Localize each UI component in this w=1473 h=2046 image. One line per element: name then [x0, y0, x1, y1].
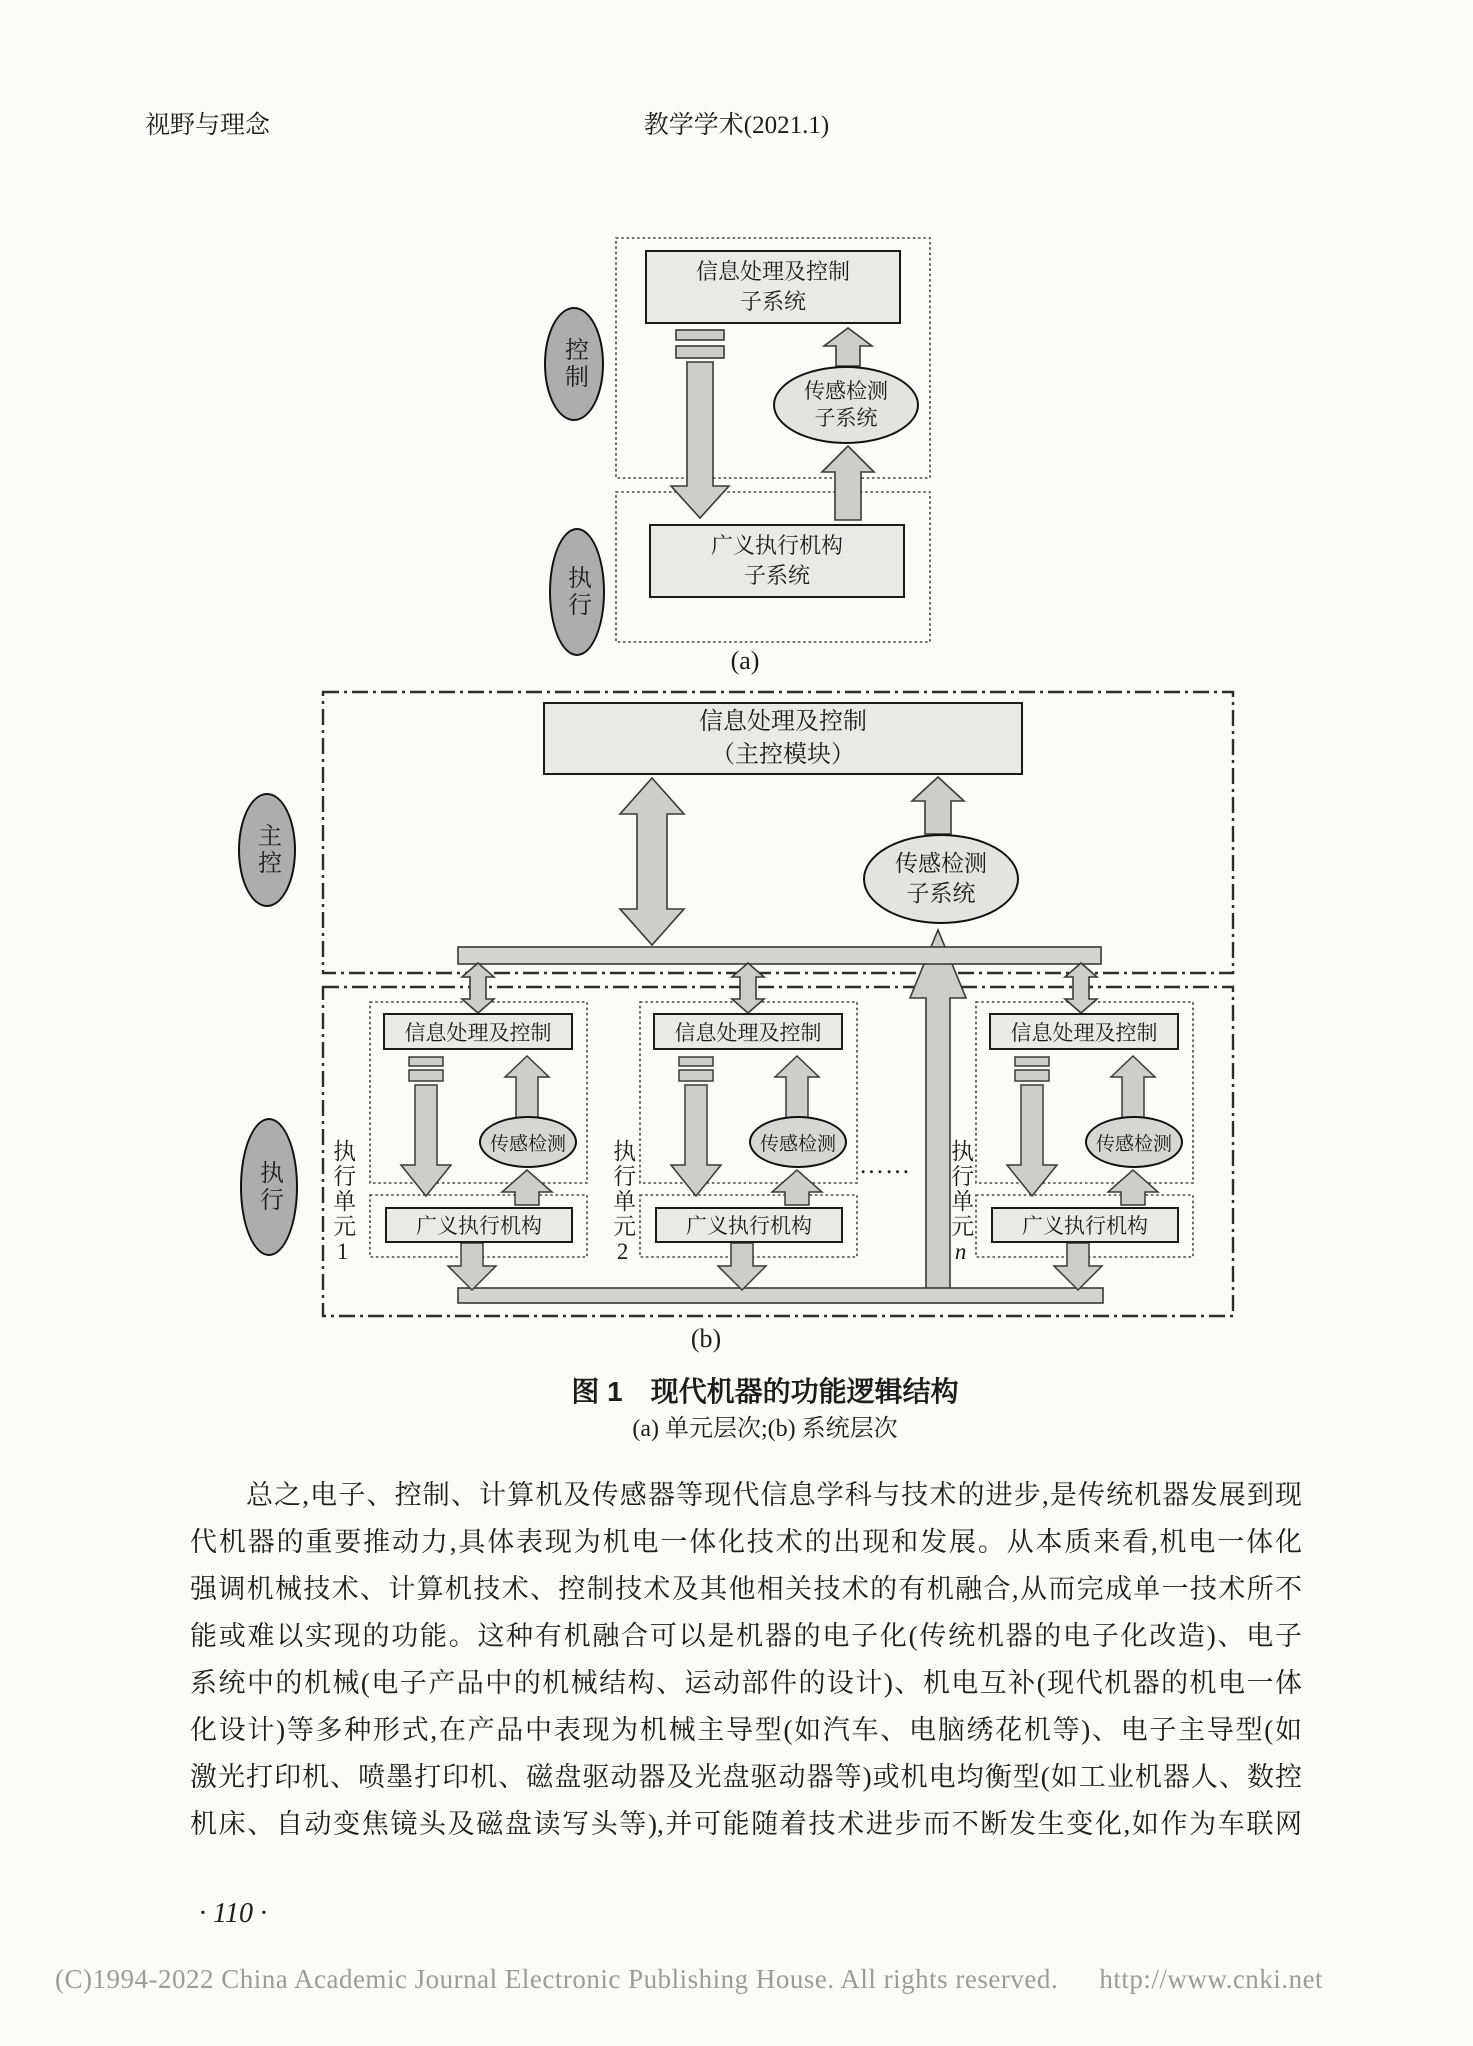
box-label-line: （主控模块） [711, 741, 855, 768]
box-label-line: 信息处理及控制 [699, 709, 867, 736]
actuator-to-sensing-arrow [1108, 1170, 1158, 1205]
unit-label-prefix: 执行单元 [610, 1138, 636, 1239]
header-section-title: 视野与理念 [145, 112, 271, 139]
actuator-to-bus-arrow [1054, 1243, 1102, 1290]
body-line: 机床、自动变焦镜头及磁盘读写头等),并可能随着技术进步而不断发生变化,如作为车联网 [190, 1809, 1302, 1839]
unit2-actuator-box: 广义执行机构 [655, 1207, 843, 1243]
footer [55, 1964, 1415, 1995]
ellipse-label: 执行 [563, 565, 590, 619]
unit1-info-box: 信息处理及控制 [383, 1013, 573, 1050]
down-arrow-segment [1015, 1070, 1049, 1081]
unit3-actuator-box: 广义执行机构 [991, 1207, 1179, 1243]
panel-a-control-ellipse [544, 307, 604, 421]
actuator-to-bus-arrow [448, 1243, 496, 1290]
unit1-arrows [401, 1056, 552, 1290]
box-label-line: 子系统 [743, 563, 810, 588]
box-label-line: 广义执行机构 [710, 533, 843, 559]
actuator-to-bus-arrow [718, 1243, 766, 1290]
panel-b-master-ellipse [238, 793, 296, 907]
unit-label-suffix: 2 [610, 1238, 636, 1266]
unit2-sensing-ellipse: 传感检测 [749, 1116, 847, 1168]
down-arrow-segment [676, 346, 724, 358]
sensing-to-info-arrow [1111, 1056, 1155, 1118]
upper-bus-bar [458, 947, 1101, 964]
ellipse-label: 执行 [255, 1160, 282, 1214]
body-line: 总之,电子、控制、计算机及传感器等现代信息学科与技术的进步,是传统机器发展到现 [246, 1480, 1302, 1510]
panel-b-master-box [543, 702, 1023, 775]
panel-b-sensing-ellipse [863, 834, 1019, 924]
unit-label-prefix: 执行单元 [948, 1138, 974, 1239]
actuator-to-sensing-arrow [502, 1170, 552, 1205]
unit-label-prefix: 执行单元 [330, 1138, 356, 1239]
info-to-actuator-arrow [1007, 1085, 1057, 1196]
figure-caption-title: 图 1 现代机器的功能逻辑结构 [571, 1376, 959, 1407]
down-arrow-segment [409, 1057, 443, 1066]
down-arrow-segment [679, 1057, 713, 1066]
lower-bus-bar [458, 1288, 1103, 1303]
ellipse-label-line: 子系统 [814, 406, 878, 430]
panel-b-execution-ellipse [240, 1118, 298, 1256]
actuator-to-sensing-arrow [772, 1170, 822, 1205]
sensing-to-master-arrow [912, 777, 964, 834]
unit1-label [328, 1122, 356, 1282]
ellipse-label: 主控 [253, 823, 280, 877]
unit3-info-box: 信息处理及控制 [989, 1013, 1179, 1050]
panel-a-label: (a) [730, 646, 760, 675]
panel-a-sensing-ellipse [773, 366, 919, 444]
box-label-line: 信息处理及控制 [695, 259, 850, 285]
panel-a-actuator-box [649, 524, 905, 598]
down-arrow-segment [676, 330, 724, 340]
box-label-line: 子系统 [739, 289, 806, 314]
unit3-sensing-ellipse: 传感检测 [1085, 1116, 1183, 1168]
unit3-arrows [1007, 1056, 1158, 1290]
info-to-actuator-arrow [401, 1085, 451, 1196]
master-bus-double-arrow [620, 778, 684, 945]
control-to-actuator-arrow [671, 362, 729, 518]
ellipse-label-line: 传感检测 [804, 378, 888, 403]
footer-copyright: (C)1994-2022 China Academic Journal Electronic Publishing House. All rights reserved. [55, 1964, 1059, 1994]
unit2-label [608, 1122, 636, 1282]
panel-a-execution-ellipse [549, 528, 605, 656]
down-arrow-segment [679, 1070, 713, 1081]
body-line: 化设计)等多种形式,在产品中表现为机械主导型(如汽车、电脑绣花机等)、电子主导型(如 [190, 1715, 1302, 1745]
unit1-sensing-ellipse: 传感检测 [479, 1116, 577, 1168]
down-arrow-segment [409, 1070, 443, 1081]
unit2-info-box: 信息处理及控制 [653, 1013, 843, 1050]
ellipse-label-line: 传感检测 [895, 851, 987, 877]
units-ellipsis: …… [859, 1152, 911, 1179]
sensing-to-info-arrow [775, 1056, 819, 1118]
body-line: 代机器的重要推动力,具体表现为机电一体化技术的出现和发展。从本质来看,机电一体化 [190, 1527, 1302, 1557]
body-line: 激光打印机、喷墨打印机、磁盘驱动器及光盘驱动器等)或机电均衡型(如工业机器人、数控 [190, 1762, 1302, 1792]
body-line: 强调机械技术、计算机技术、控制技术及其他相关技术的有机融合,从而完成单一技术所不 [190, 1574, 1302, 1604]
down-arrow-segment [1015, 1057, 1049, 1066]
info-to-actuator-arrow [671, 1085, 721, 1196]
figure-caption-subtitle: (a) 单元层次;(b) 系统层次 [632, 1416, 898, 1442]
unit-label-suffix: n [948, 1238, 974, 1266]
sensing-to-info-arrow [505, 1056, 549, 1118]
body-paragraph [190, 1472, 1302, 1848]
unit-label-suffix: 1 [330, 1238, 356, 1266]
ellipse-label-line: 子系统 [906, 881, 976, 906]
header-journal-title: 教学学术(2021.1) [643, 112, 830, 139]
body-line: 能或难以实现的功能。这种有机融合可以是机器的电子化(传统机器的电子化改造)、电子 [190, 1621, 1302, 1651]
unit1-actuator-box: 广义执行机构 [385, 1207, 573, 1243]
sensing-to-control-arrow [824, 328, 872, 366]
ellipse-label: 控制 [560, 337, 587, 391]
unit3-label [946, 1122, 974, 1282]
panel-b-label: (b) [690, 1324, 722, 1353]
panel-a-info-box [645, 250, 901, 324]
unit2-arrows [671, 1056, 822, 1290]
body-line: 系统中的机械(电子产品中的机械结构、运动部件的设计)、机电互补(现代机器的机电一体 [190, 1668, 1302, 1698]
page-number: · 110 · [199, 1898, 267, 1929]
footer-url: http://www.cnki.net [1099, 1964, 1324, 1994]
actuator-to-sensing-arrow [822, 446, 874, 520]
